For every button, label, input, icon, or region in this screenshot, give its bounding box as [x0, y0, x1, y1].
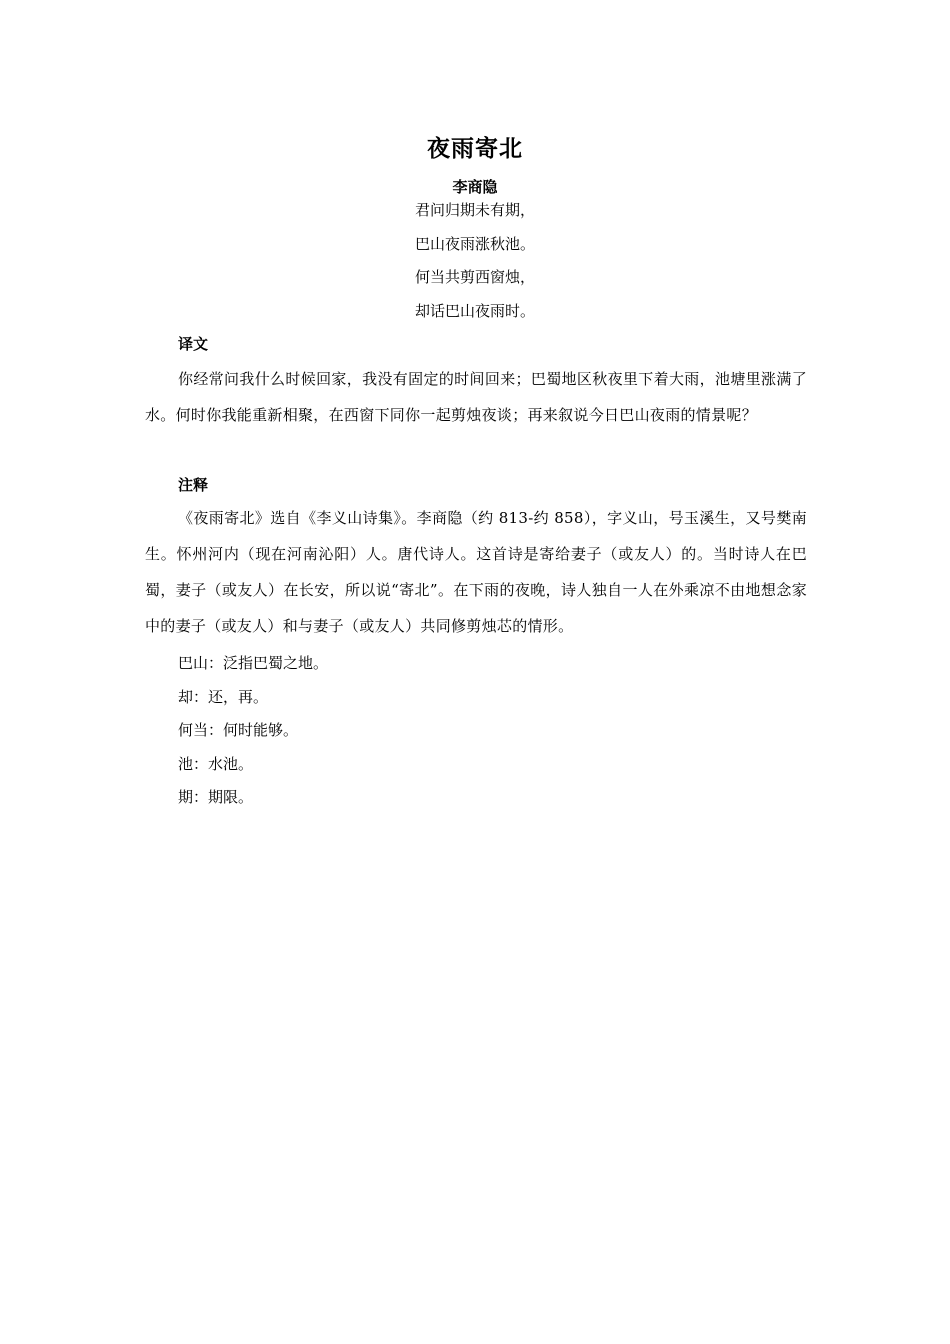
poem-line: 君问归期未有期，: [414, 201, 535, 219]
poem-line: 何当共剪西窗烛，: [414, 268, 535, 286]
definition-item: 池：水池。: [178, 754, 254, 773]
poem-body: [0, 194, 950, 328]
definition-list: [178, 647, 328, 815]
poem-line: 却话巴山夜雨时。: [414, 301, 535, 320]
translation-paragraph: 你经常问我什么时候回家，我没有固定的时间回来；巴蜀地区秋夜里下着大雨，池塘里涨满了水。何时你我能重新相聚，在西窗下同你一起剪烛夜谈；再来叙说今日巴山夜雨的情景呢？: [145, 370, 807, 424]
definition-item: 却：还，再。: [178, 687, 269, 706]
translation-heading: 译文: [178, 335, 209, 353]
poem-author: 李商隐: [452, 178, 498, 196]
definition-item: 何当：何时能够。: [178, 721, 299, 739]
definition-item: 巴山：泛指巴蜀之地。: [178, 654, 329, 672]
notes-paragraph: 《夜雨寄北》选自《李义山诗集》。李商隐（约 813-约 858），字义山，号玉溪生，又号樊南生。怀州河内（现在河南沁阳）人。唐代诗人。这首诗是寄给妻子（或友人）的。当时诗人在巴蜀，妻子（或友人）在长安，所以说“寄北”。在下雨的夜晚，诗人独自一人在外乘凉不由地想念家中的妻子（或友人）和与妻子（或友人）共同修剪烛芯的情形。: [145, 509, 807, 635]
poem-title: 夜雨寄北: [427, 136, 523, 162]
poem-line: 巴山夜雨涨秋池。: [414, 234, 535, 253]
notes-heading: 注释: [178, 476, 209, 494]
definition-item: 期：期限。: [178, 788, 254, 806]
